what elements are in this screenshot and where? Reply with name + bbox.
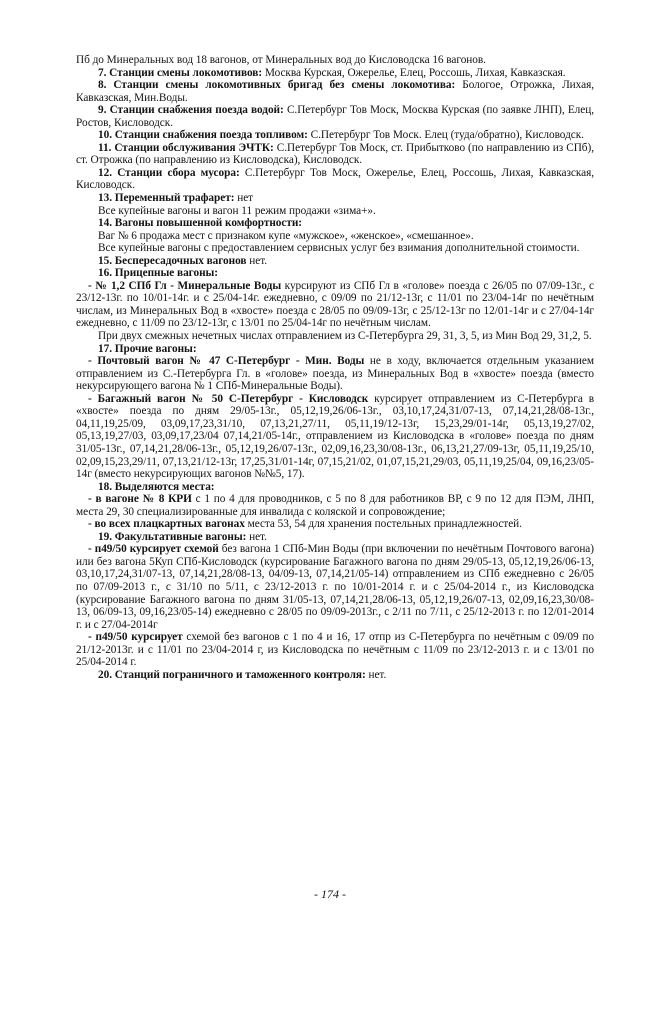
document-body bbox=[76, 54, 594, 681]
paragraph-text: Москва Курская, Ожерелье, Елец, Россошь, Лихая, Кавказская. bbox=[264, 66, 566, 79]
paragraph-text: С.Петербург Тов Моск, Ожерелье, Елец, Россошь, Лихая, Кавказская, Кисловодск. bbox=[76, 166, 594, 192]
paragraph-heading: - в вагоне № 8 КРИ bbox=[88, 493, 192, 506]
paragraph-text: курсируют из СПб Гл в «голове» поезда с 26/05 по 07/09-13г., с 23/12-13г. по 10/01-14г. и с 25/04-14г. ежедневно, с 09/09 по 21/12-13г, с 11/01 по 23/04-14г по нечётным числам, из Минеральных Вод в «хвосте» поезда с 28/05 по 09/09-13г, с 25/12-13г по 12/01-14г и с 27/04-14г ежедневно, с 11/09 по 23/12-13г, с 13/01 по 25/04-14г по нечётным числам. bbox=[76, 279, 595, 330]
paragraph bbox=[76, 205, 594, 218]
paragraph-heading: 14. Вагоны повышенной комфортности: bbox=[98, 217, 303, 230]
paragraph bbox=[76, 330, 594, 343]
paragraph bbox=[76, 543, 594, 631]
paragraph-text: места 53, 54 для хранения постельных принадлежностей. bbox=[247, 518, 522, 531]
paragraph-text: схемой без вагонов с 1 по 4 и 16, 17 отпр из С-Петербурга по нечётным с 09/09 по 21/12-2013г. и с 11/01 по 23/04-2014 г, из Кисловодска по нечётным с 11/09 по 23/12-2013 г. и с 13/01 по 25/04-2014 г. bbox=[76, 631, 594, 669]
paragraph-heading: 7. Станции смены локомотивов: bbox=[98, 66, 263, 79]
paragraph bbox=[76, 142, 594, 167]
paragraph bbox=[76, 230, 594, 243]
paragraph bbox=[76, 217, 594, 230]
paragraph-heading: 20. Станций пограничного и таможенного контроля: bbox=[98, 668, 366, 681]
paragraph-heading: - Багажный вагон № 50 С-Петербург - Кисловодск bbox=[88, 392, 369, 405]
paragraph bbox=[76, 531, 594, 544]
paragraph-text: С.Петербург Тов Моск. Елец (туда/обратно), Кисловодск. bbox=[310, 129, 584, 142]
paragraph-text: Бологое, Отрожка, Лихая, Кавказская, Мин.Воды. bbox=[76, 79, 595, 104]
paragraph-text: нет bbox=[237, 192, 254, 205]
paragraph bbox=[76, 104, 594, 129]
paragraph-heading: 11. Станции обслуживания ЭЧТК: bbox=[98, 141, 274, 154]
paragraph-heading: - во всех плацкартных вагонах bbox=[88, 518, 245, 531]
paragraph-heading: 12. Станции сбора мусора: bbox=[98, 166, 240, 179]
paragraph-text: не в ходу, включается отдельным указанием отправлением из С.-Петербурга Гл. в «голове» поезда, из Минеральных Вод в «хвосте» поезда (вместо некурсирующего вагона № 1 СПб-Минеральные Воды). bbox=[76, 355, 594, 393]
paragraph-text: С.Петербург Тов Моск, ст. Прибытково (по направлению из СПб), ст. Отрожка (по направлению из Кисловодска), Кисловодск. bbox=[76, 141, 594, 167]
paragraph-heading: 18. Выделяются места: bbox=[98, 480, 215, 493]
paragraph-heading: 17. Прочие вагоны: bbox=[98, 342, 197, 355]
paragraph bbox=[76, 280, 594, 330]
paragraph bbox=[76, 393, 594, 481]
paragraph-text: курсирует отправлением из С-Петербурга в «хвосте» поезда по дням 29/05-13г., 05,12,19,26/06-13г., 03,10,17,24,31/07-13, 07,14,21,28/08-13г., 04,11,19,25/09, 03,09,17,23,31/10, 07,13,21,27/11, 05,11,19/12-13г, 15,23,29/01-14г, 05,13,19,27/02, 05,13,19,27/03, 03,09,17,23/04 07,14,21/05-14г., отправлением из Кисловодска в «голове» поезда по дням 31/05-13г., 07,14,21,28/06-13г., 05,12,19,26/07-13г., 02,09,16,23,30/08-13г., 06,13,21,27/09-13г, 05,11,19,25/10, 02,09,15,23,29/11, 07,13,21/12-13г, 17,25,31/01-14г, 07,15,21/02, 01,07,15,21,29/03, 05,11,19,25/04, 09,16,23/05-14г (вместо некурсирующих вагонов №№5, 17). bbox=[76, 392, 594, 481]
paragraph-heading: 13. Переменный трафарет: bbox=[98, 192, 235, 205]
paragraph-text: с 1 по 4 для проводников, с 5 по 8 для работников ВР, с 9 по 12 для ПЭМ, ЛНП, места 29, 30 специализированные для инвалида с коляской и сопровождение; bbox=[76, 493, 595, 518]
paragraph-heading: 10. Станции снабжения поезда топливом: bbox=[98, 129, 308, 142]
paragraph-heading: 15. Беспересадочных вагонов bbox=[98, 254, 247, 267]
paragraph-heading: 16. Прицепные вагоны: bbox=[98, 267, 219, 280]
paragraph-heading: - № 1,2 СПб Гл - Минеральные Воды bbox=[88, 279, 282, 292]
paragraph bbox=[76, 267, 594, 280]
paragraph-heading: - п49/50 курсирует схемой bbox=[88, 543, 219, 556]
paragraph-heading: 19. Факультативные вагоны: bbox=[98, 530, 247, 543]
paragraph-text: Пб до Минеральных вод 18 вагонов, от Минеральных вод до Кисловодска 16 вагонов. bbox=[76, 54, 486, 66]
paragraph bbox=[76, 67, 594, 80]
paragraph bbox=[76, 54, 594, 67]
paragraph bbox=[76, 355, 594, 393]
paragraph bbox=[76, 192, 594, 205]
paragraph bbox=[76, 481, 594, 494]
paragraph-heading: - п49/50 курсирует bbox=[88, 631, 183, 644]
paragraph bbox=[76, 493, 594, 518]
paragraph-text: Ваг № 6 продажа мест с признаком купе «мужское», «женское», «смешанное». bbox=[98, 229, 474, 242]
paragraph-heading: 8. Станции смены локомотивных бригад без смены локомотива: bbox=[98, 79, 456, 92]
paragraph bbox=[76, 242, 594, 255]
paragraph bbox=[76, 669, 594, 682]
paragraph bbox=[76, 129, 594, 142]
paragraph bbox=[76, 79, 594, 104]
paragraph bbox=[76, 167, 594, 192]
paragraph-heading: 9. Станции снабжения поезда водой: bbox=[98, 104, 284, 117]
paragraph-text: Все купейные вагоны и вагон 11 режим продажи «зима+». bbox=[98, 204, 376, 217]
paragraph-text: При двух смежных нечетных числах отправлением из С-Петербурга 29, 31, 3, 5, из Мин Вод 29, 31,2, 5. bbox=[98, 330, 592, 343]
paragraph-text: нет. bbox=[249, 530, 267, 543]
paragraph bbox=[76, 631, 594, 669]
paragraph-text: нет. bbox=[368, 668, 387, 681]
paragraph-text: С.Петербург Тов Моск, Москва Курская (по заявке ЛНП), Елец, Ростов, Кисловодск. bbox=[76, 104, 594, 129]
paragraph bbox=[76, 255, 594, 268]
paragraph-text: без вагона 1 СПб-Мин Воды (при включении по нечётным Почтового вагона) или без вагона 5Куп СПб-Кисловодск (курсирование Багажного вагона по дням 29/05-13, 05,12,19,26/06-13, 03,10,17,24,31/07-13, 07,14,21,28/08-13, 04/09-13, 07,14,21/05-14) отправлением из СПб ежедневно с 26/05 по 07/09-2013 г., с 31/10 по 5/11, с 23/12-2013 г. по 10/01-2014 г. и с 25/04-2014 г., из Кисловодска (курсирование Багажного вагона по дням 31/05-13, 07,14,21,28/06-13, 05,12,19,26/07-13, 02,09,16,23,30/08-13, 06/09-13, 09,16,23/05-14) ежедневно с 28/05 по 09/09-2013г., с 2/11 по 7/11, с 25/12-2013 г. по 12/01-2014 г. и с 27/04-2014г bbox=[76, 543, 594, 631]
paragraph bbox=[76, 343, 594, 356]
paragraph bbox=[76, 518, 594, 531]
paragraph-text: Все купейные вагоны с предоставлением сервисных услуг без взимания дополнительной стоимости. bbox=[98, 242, 580, 255]
paragraph-heading: - Почтовый вагон № 47 С-Петербург - Мин. Воды bbox=[88, 355, 365, 368]
paragraph-text: нет. bbox=[249, 254, 268, 267]
page-number: - 174 - bbox=[314, 887, 346, 901]
